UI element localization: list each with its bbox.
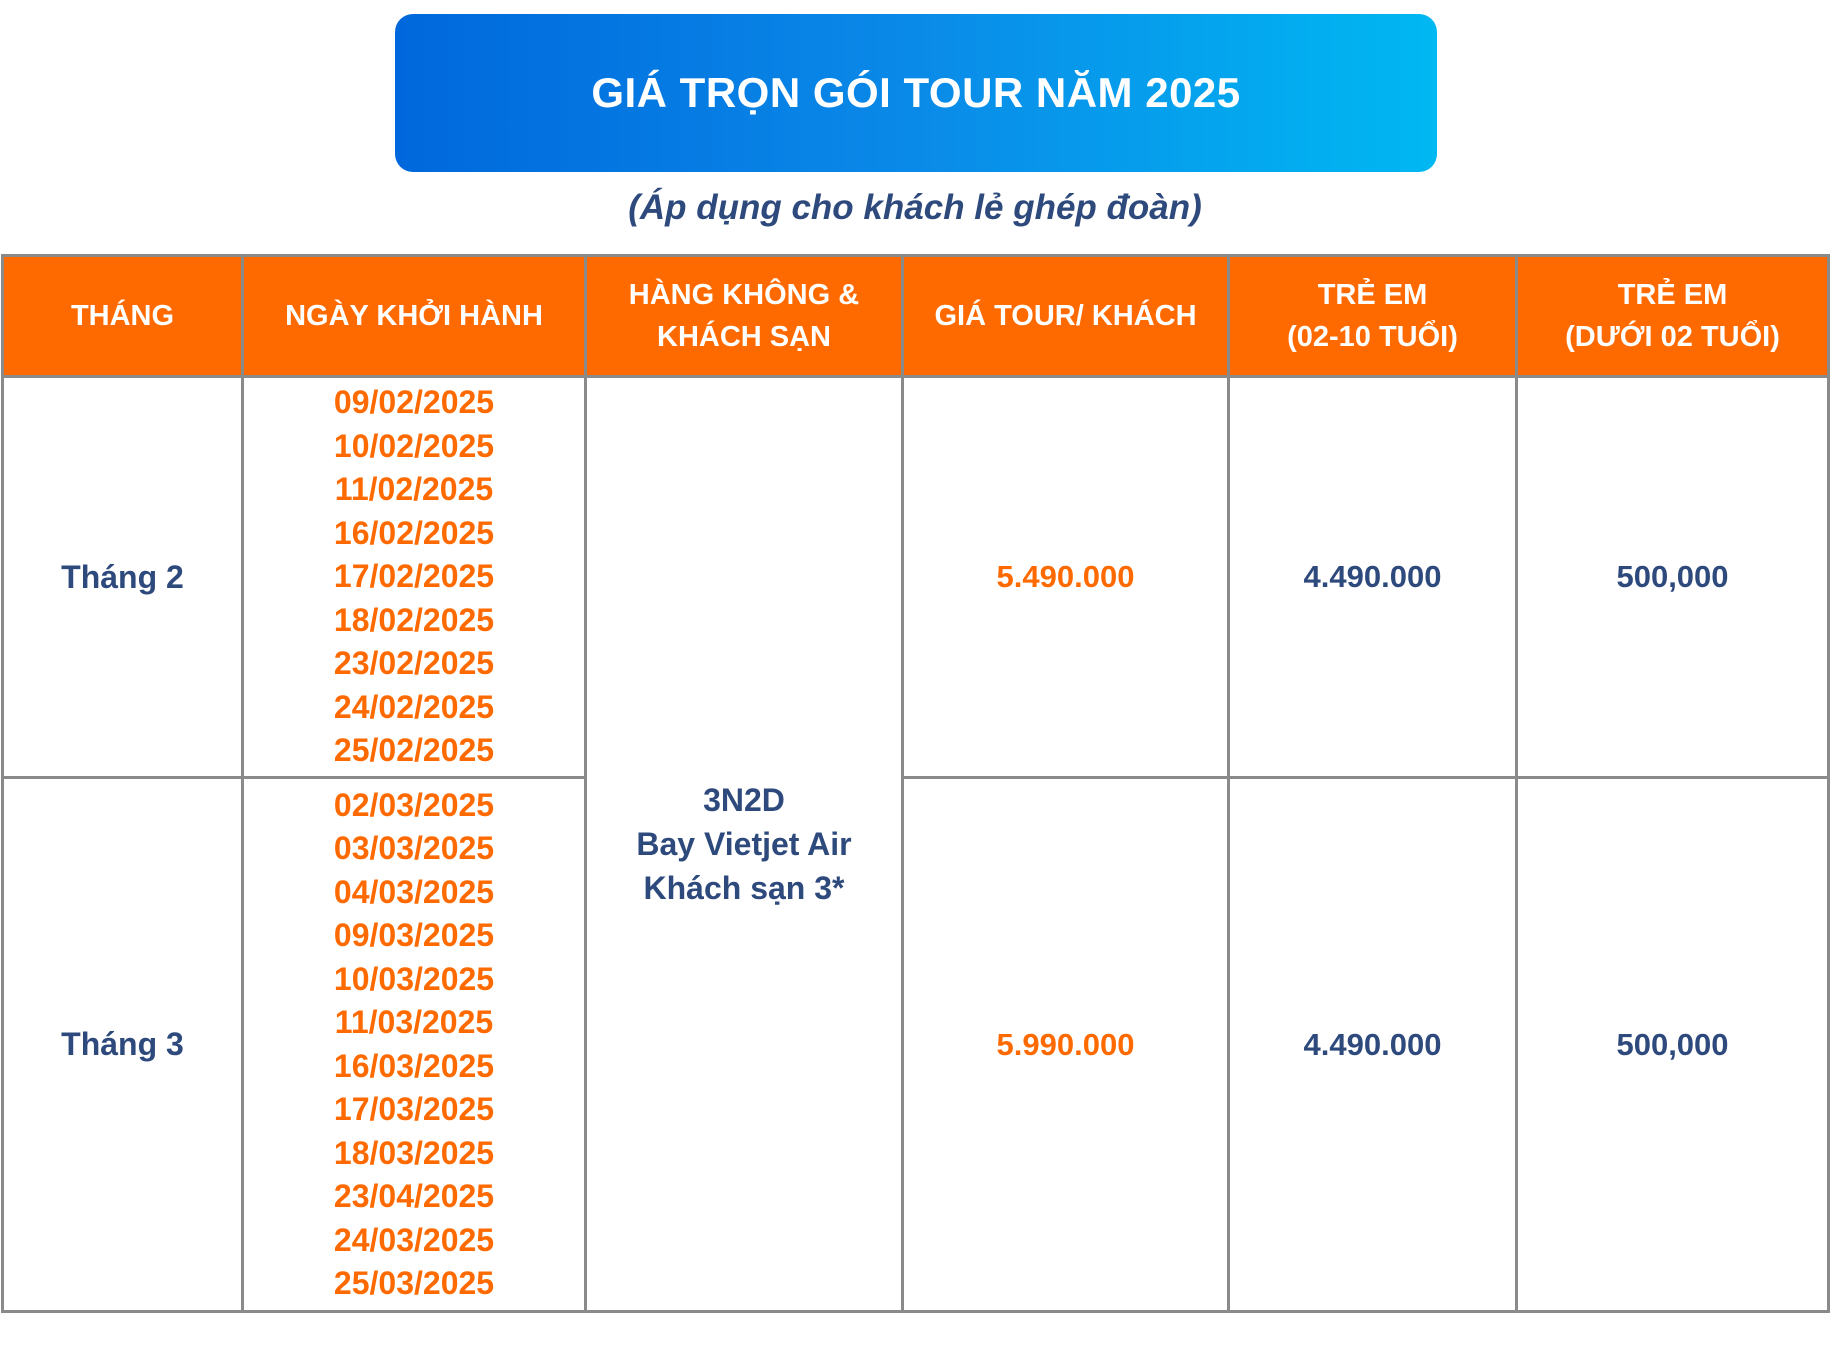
- header-departure-label: NGÀY KHỞI HÀNH: [285, 300, 543, 332]
- departure-dates-cell: [243, 377, 586, 778]
- header-departure: [243, 256, 586, 377]
- header-airline-line1: HÀNG KHÔNG &: [628, 279, 860, 311]
- departure-date: 10/03/2025: [333, 960, 495, 997]
- header-adult-price-label: GIÁ TOUR/ KHÁCH: [934, 300, 1197, 332]
- departure-date: 25/03/2025: [333, 1265, 495, 1302]
- header-infant-line2: (DƯỚI 02 TUỔI): [1565, 321, 1780, 353]
- header-airline-line2: KHÁCH SẠN: [657, 321, 831, 353]
- departure-date: 11/02/2025: [334, 471, 494, 508]
- departure-date: 03/03/2025: [333, 830, 495, 867]
- table-body: [3, 377, 1829, 1312]
- table-row-march: [3, 778, 1829, 1312]
- departure-date: 23/04/2025: [333, 1178, 495, 1215]
- header-airline-hotel: [586, 256, 903, 377]
- adult-price-cell: 5.990.000: [903, 778, 1229, 1312]
- airline-hotel-flight: Bay Vietjet Air: [636, 826, 852, 862]
- header-month: [3, 256, 243, 377]
- departure-date: 18/02/2025: [333, 601, 495, 638]
- departure-date: 17/03/2025: [333, 1091, 495, 1128]
- departure-date: 11/03/2025: [334, 1004, 494, 1041]
- airline-hotel-duration: 3N2D: [703, 782, 785, 818]
- departure-date: 16/02/2025: [333, 514, 495, 551]
- child-price-cell: 4.490.000: [1229, 377, 1517, 778]
- departure-date: 25/02/2025: [333, 732, 495, 769]
- departure-date: 18/03/2025: [333, 1134, 495, 1171]
- page-title: GIÁ TRỌN GÓI TOUR NĂM 2025: [591, 69, 1241, 116]
- header-child-line1: TRẺ EM: [1317, 279, 1428, 311]
- month-cell: Tháng 3: [3, 778, 243, 1312]
- header-infant-price: [1517, 256, 1829, 377]
- tour-price-table: [1, 254, 1830, 1313]
- departure-date: 24/02/2025: [333, 688, 495, 725]
- departure-date: 09/02/2025: [333, 384, 495, 421]
- departure-date: 23/02/2025: [333, 645, 495, 682]
- departure-date: 10/02/2025: [333, 427, 495, 464]
- header-row: [3, 256, 1829, 377]
- airline-hotel-hotel: Khách sạn 3*: [643, 870, 845, 906]
- infant-price-cell: 500,000: [1517, 377, 1829, 778]
- departure-date: 09/03/2025: [333, 917, 495, 954]
- departure-date: 16/03/2025: [333, 1047, 495, 1084]
- header-adult-price: [903, 256, 1229, 377]
- departure-dates-cell: [243, 778, 586, 1312]
- departure-date: 04/03/2025: [333, 873, 495, 910]
- page-subtitle: (Áp dụng cho khách lẻ ghép đoàn): [628, 188, 1202, 227]
- title-banner: [395, 14, 1437, 172]
- header-infant-line1: TRẺ EM: [1617, 279, 1728, 311]
- header-month-label: THÁNG: [70, 300, 175, 332]
- child-price-cell: 4.490.000: [1229, 778, 1517, 1312]
- infant-price-cell: 500,000: [1517, 778, 1829, 1312]
- departure-date: 17/02/2025: [333, 558, 495, 595]
- header-child-line2: (02-10 TUỔI): [1287, 321, 1458, 353]
- table-header: [3, 256, 1829, 377]
- departure-date: 02/03/2025: [333, 786, 495, 823]
- header-child-price: [1229, 256, 1517, 377]
- departure-date: 24/03/2025: [333, 1221, 495, 1258]
- month-cell: Tháng 2: [3, 377, 243, 778]
- airline-hotel-cell: [586, 377, 903, 1312]
- table-row-february: [3, 377, 1829, 778]
- adult-price-cell: 5.490.000: [903, 377, 1229, 778]
